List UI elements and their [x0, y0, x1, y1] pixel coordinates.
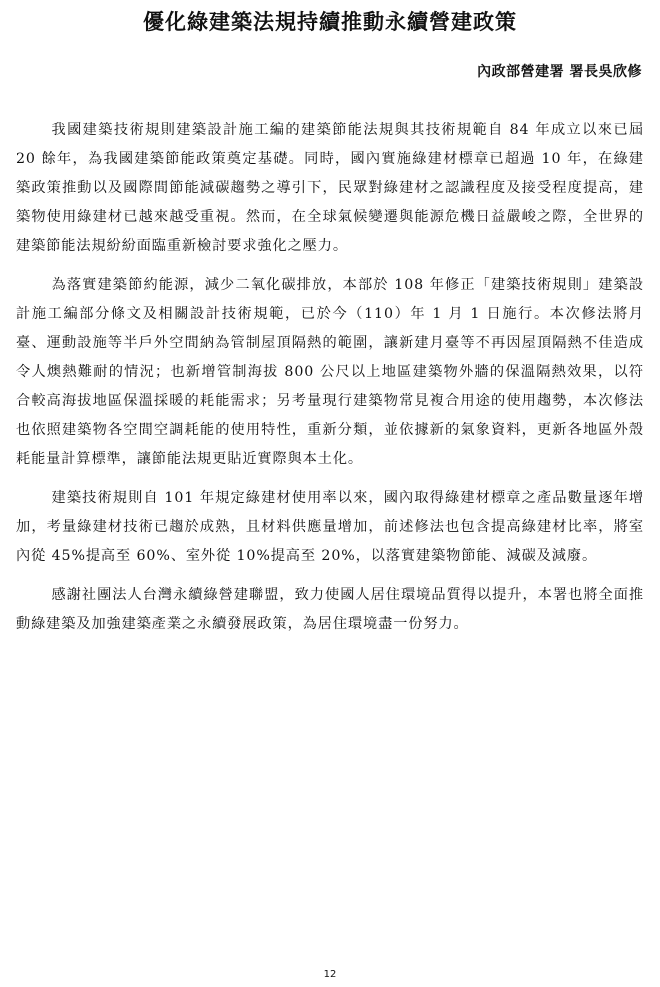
paragraph-1: 我國建築技術規則建築設計施工編的建築節能法規與其技術規範自 84 年成立以來已屆 20 餘年，為我國建築節能政策奠定基礎。同時，國內實施綠建材標章已超過 10 年，在綠建築政策推動以及國際間節能減碳趨勢之導引下，民眾對綠建材之認識程度及接受程度提高，建築物使用綠建材已越來越受重視。然而，在全球氣候變遷與能源危機日益嚴峻之際，全世界的建築節能法規紛紛面臨重新檢討要求強化之壓力。 [16, 122, 644, 254]
page-number: 12 [323, 969, 337, 980]
article-body [16, 116, 644, 649]
page-title: 優化綠建築法規持續推動永續營建政策 [143, 10, 517, 34]
author-byline: 內政部營建署 署長吳欣修 [477, 64, 642, 80]
paragraph-2: 為落實建築節約能源，減少二氧化碳排放，本部於 108 年修正「建築技術規則」建築設計施工編部分條文及相關設計技術規範，已於今（110）年 1 月 1 日施行。本次修法將月臺、運動設施等半戶外空間納為管制屋頂隔熱的範圍，讓新建月臺等不再因屋頂隔熱不佳造成令人燠熱難耐的情況；也新增管制海拔 800 公尺以上地區建築物外牆的保溫隔熱效果，以符合較高海拔地區保溫採暖的耗能需求；另考量現行建築物常見複合用途的使用趨勢，本次修法也依照建築物各空間空調耗能的使用特性，重新分類，並依據新的氣象資料，更新各地區外殼耗能量計算標準，讓節能法規更貼近實際與本土化。 [16, 277, 644, 467]
paragraph-3: 建築技術規則自 101 年規定綠建材使用率以來，國內取得綠建材標章之產品數量逐年增加，考量綠建材技術已趨於成熟，且材料供應量增加，前述修法也包含提高綠建材比率，將室內從 45%提高至 60%、室外從 10%提高至 20%，以落實建築物節能、減碳及減廢。 [16, 490, 644, 564]
paragraph-4: 感謝社團法人台灣永續綠營建聯盟，致力使國人居住環境品質得以提升，本署也將全面推動綠建築及加強建築產業之永續發展政策，為居住環境盡一份努力。 [16, 587, 644, 632]
